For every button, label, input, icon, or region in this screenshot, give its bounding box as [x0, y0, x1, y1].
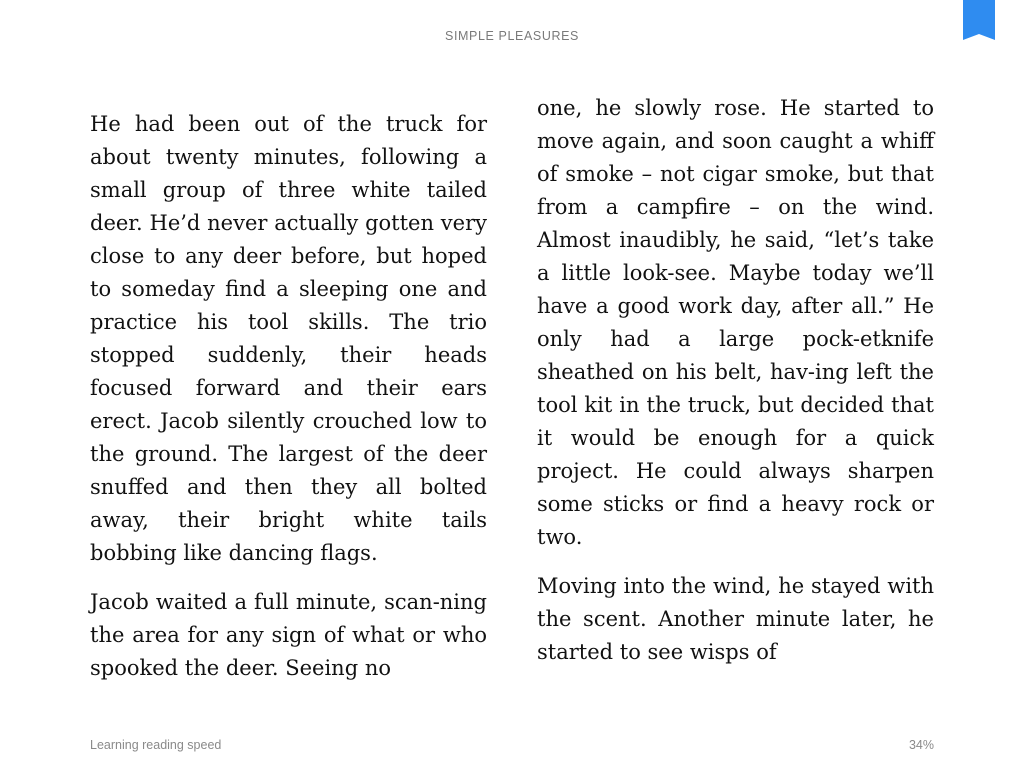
book-title: SIMPLE PLEASURES — [445, 29, 579, 43]
right-paragraph-1: one, he slowly rose. He started to move again, and soon caught a whiff of smoke – not cigar smoke, but that from a campfire – on the wind. Almost inaudibly, he said, “let’s take a little look-see. Maybe today we’ll have a good work day, after all.” He only had a large pock-etknife sheathed on his belt, hav-ing left the tool kit in the truck, but decided that it would be enough for a quick project. He could always sharpen some sticks or find a heavy rock or two. — [537, 96, 934, 549]
left-paragraph-2: Jacob waited a full minute, scan-ning the area for any sign of what or who spooked the deer. Seeing no — [90, 590, 487, 680]
right-text-column — [537, 92, 934, 669]
bookmark-icon-shape[interactable] — [963, 0, 995, 40]
reading-speed-status: Learning reading speed — [90, 738, 222, 752]
left-paragraph-1: He had been out of the truck for about twenty minutes, following a small group of three white tailed deer. He’d never actually gotten very close to any deer before, but hoped to someday find a sleeping one and practice his tool skills. The trio stopped suddenly, their heads focused forward and their ears erect. Jacob silently crouched low to the ground. The largest of the deer snuffed and then they all bolted away, their bright white tails bobbing like dancing flags. — [90, 112, 487, 565]
reading-progress: 34% — [908, 738, 934, 752]
right-paragraph-2: Moving into the wind, he stayed with the scent. Another minute later, he started to see wisps of — [537, 574, 934, 664]
bookmark-icon[interactable] — [963, 0, 995, 40]
left-text-column — [90, 108, 487, 685]
